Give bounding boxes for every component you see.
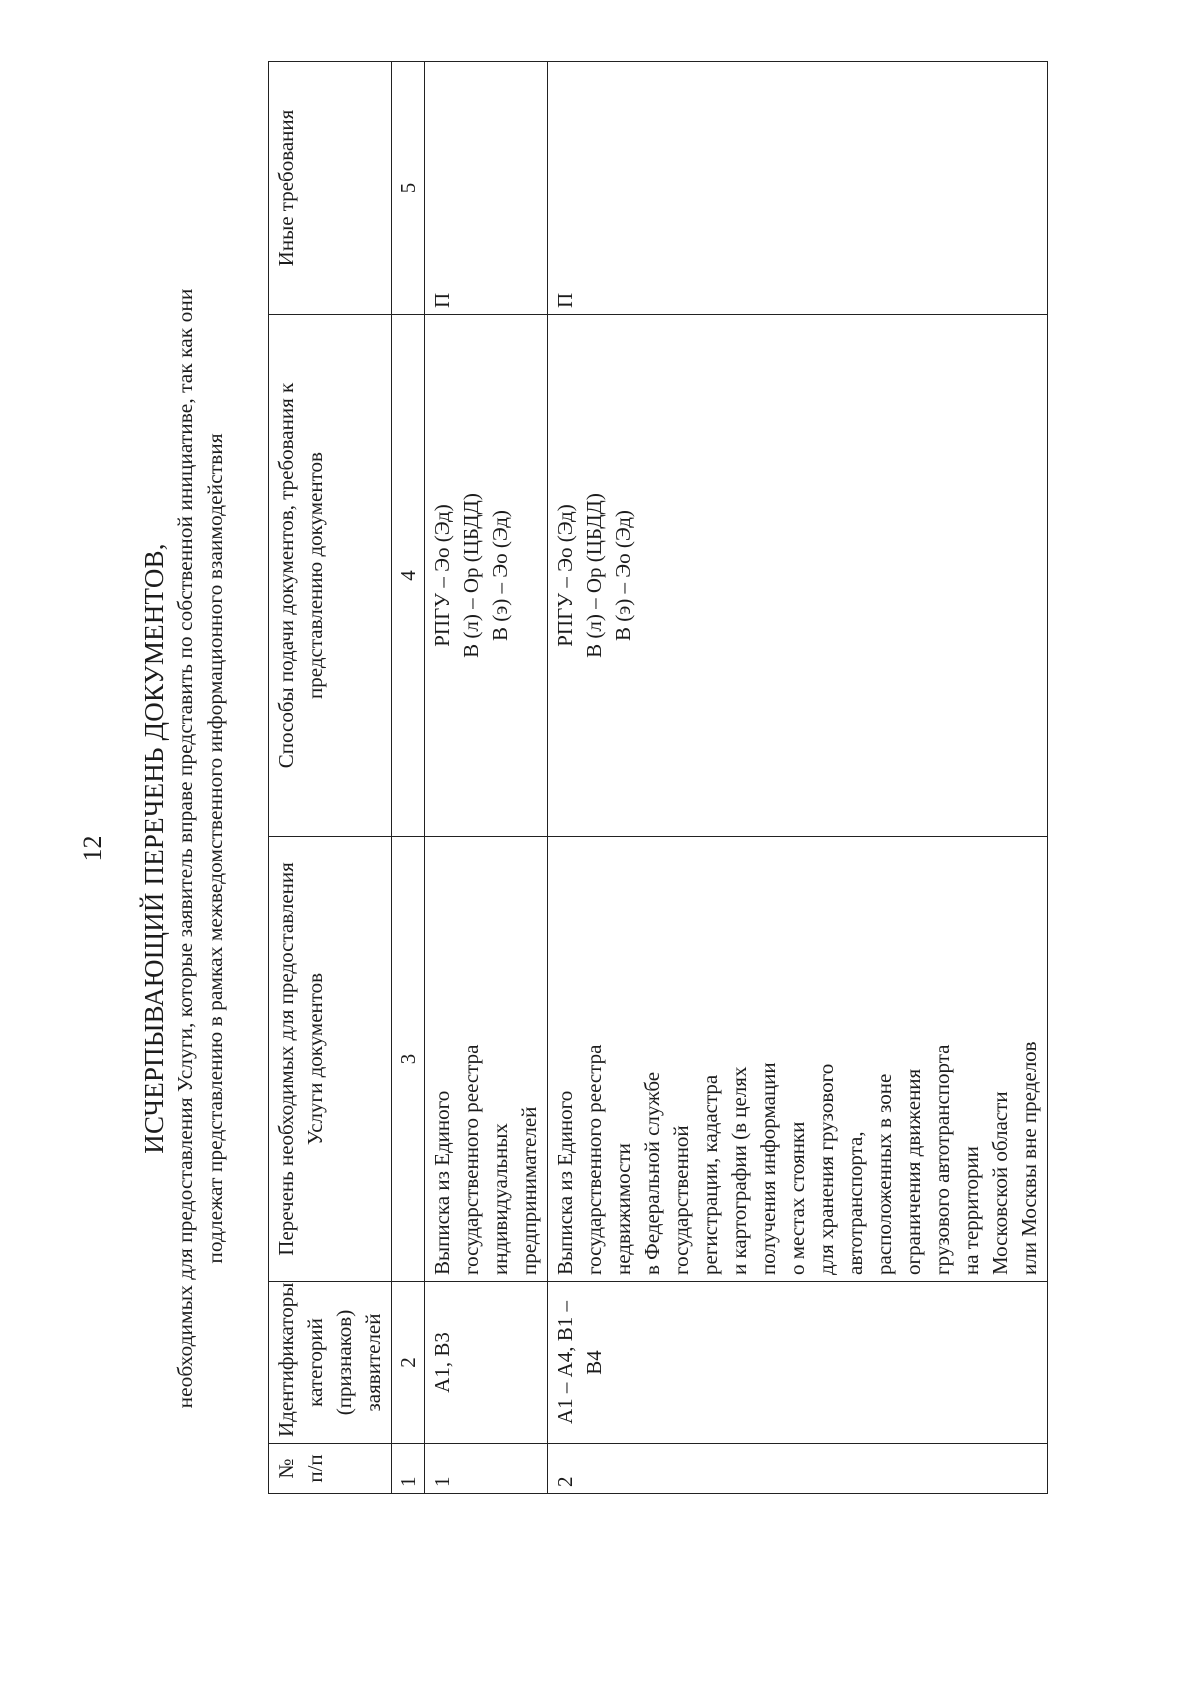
documents-table: [268, 61, 1048, 1494]
column-number: 5: [392, 62, 425, 315]
column-number-row: [392, 62, 425, 1494]
row-number: 1: [425, 1444, 548, 1494]
header-cell-number: № п/п: [269, 1444, 392, 1494]
title-block: [138, 70, 230, 1627]
document-subtitle-line-2: подлежат представлению в рамках межведомственного информационного взаимодействия: [203, 433, 227, 1264]
row-methods: РПГУ – Эо (Эд) В (л) – Ор (ЦБДД) В (э) – Эо (Эд): [548, 315, 1048, 837]
row-identifiers: А1, В3: [425, 1282, 548, 1444]
column-number: 3: [392, 837, 425, 1282]
header-cell-methods: Способы подачи документов, требования к представлению документов: [269, 315, 392, 837]
row-other-requirements: П: [425, 62, 548, 315]
table-row: [548, 62, 1048, 1494]
page-number: 12: [78, 835, 107, 862]
row-other-requirements: П: [548, 62, 1048, 315]
header-cell-other: Иные требования: [269, 62, 392, 315]
header-cell-identifiers: Идентификаторы категорий (признаков) заявителей: [269, 1282, 392, 1444]
column-number: 2: [392, 1282, 425, 1444]
document-title: ИСЧЕРПЫВАЮЩИЙ ПЕРЕЧЕНЬ ДОКУМЕНТОВ,: [139, 543, 169, 1154]
header-cell-documents: Перечень необходимых для предоставления Услуги документов: [269, 837, 392, 1282]
column-number: 1: [392, 1444, 425, 1494]
row-methods: РПГУ – Эо (Эд) В (л) – Ор (ЦБДД) В (э) – Эо (Эд): [425, 315, 548, 837]
row-number: 2: [548, 1444, 1048, 1494]
row-documents: Выписка из Единого государственного реестра индивидуальных предпринимателей: [425, 837, 548, 1282]
document-subtitle-line-1: необходимых для предоставления Услуги, которые заявитель вправе представить по собственной инициативе, так как они: [173, 288, 197, 1409]
table-header-row: [269, 62, 392, 1494]
row-documents: Выписка из Единого государственного реестра недвижимости в Федеральной службе государственной регистрации, кадастра и картографии (в целях получения информации о местах стоянки для хранения грузового автотранспорта, расположенных в зоне ограничения движения грузового автотранспорта на территории Московской области или Москвы вне пределов: [548, 837, 1048, 1282]
table-row: [425, 62, 548, 1494]
column-number: 4: [392, 315, 425, 837]
row-identifiers: А1 – А4, В1 – В4: [548, 1282, 1048, 1444]
